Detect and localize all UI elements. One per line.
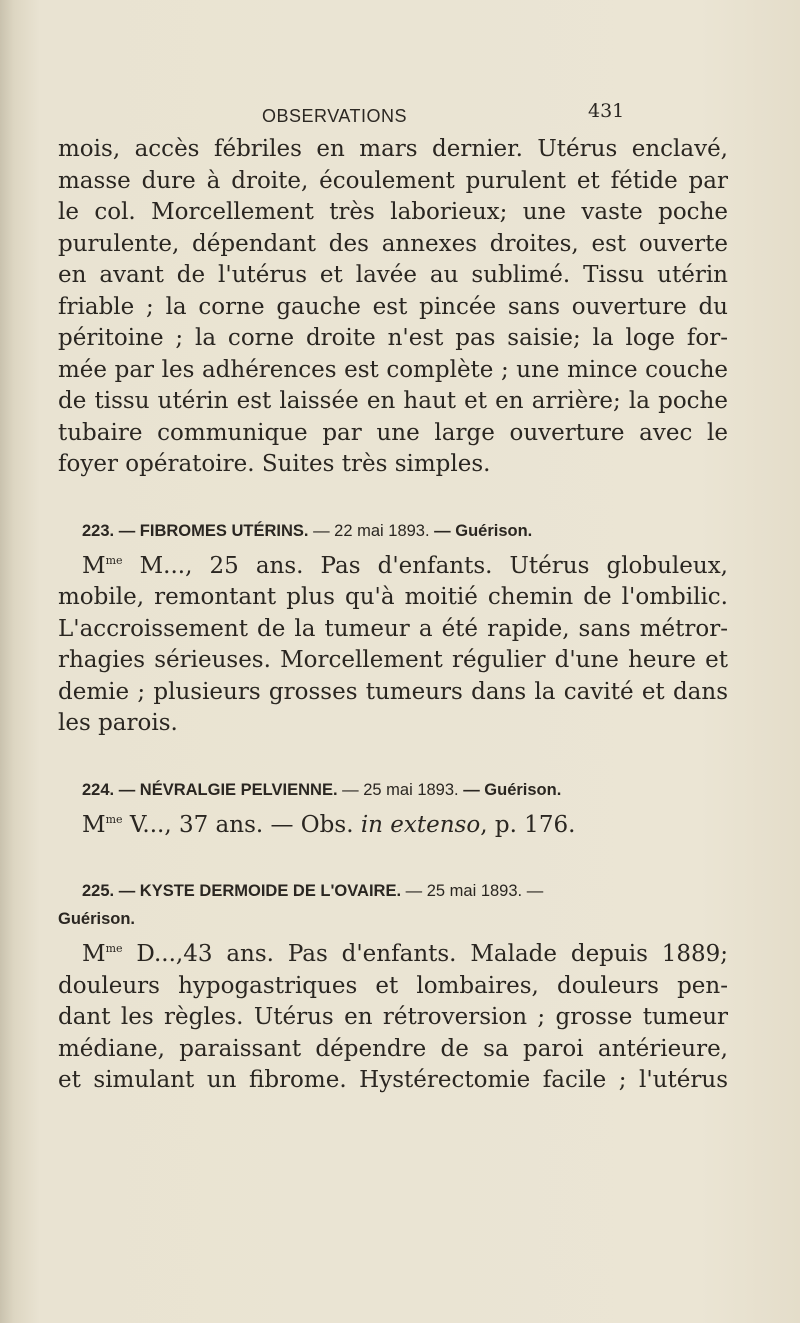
- text-line: tubaire communique par une large ouverture avec le: [58, 419, 728, 446]
- case-heading-225: [58, 877, 728, 905]
- case-paragraph-223: [58, 551, 728, 740]
- running-head: [0, 100, 800, 130]
- text-line: en avant de l'utérus et lavée au sublimé. Tissu utérin: [58, 262, 728, 288]
- text-line: friable ; la corne gauche est pincée sans ouverture du: [58, 293, 728, 320]
- case-number: 225.: [82, 882, 115, 900]
- case-paragraph-225: [58, 939, 728, 1097]
- case-date: — 25 mai 1893.: [342, 780, 459, 799]
- case-date: — 22 mai 1893.: [313, 521, 430, 540]
- text-line: mobile, remontant plus qu'à moitié chemin de l'ombilic.: [58, 584, 728, 610]
- text-line: L'accroissement de la tumeur a été rapide, sans métror-: [58, 615, 728, 642]
- patient-sup: me: [105, 553, 123, 567]
- text-line: le col. Morcellement très laborieux; une vaste poche: [58, 199, 728, 225]
- text-line: foyer opératoire. Suites très simples.: [58, 451, 491, 477]
- text-line: douleurs hypogastriques et lombaires, douleurs pen-: [58, 972, 728, 999]
- line-end: , p. 176.: [480, 811, 576, 838]
- case-date: — 25 mai 1893. —: [405, 882, 544, 900]
- text-line: les parois.: [58, 710, 178, 736]
- case-number: 223.: [82, 521, 115, 540]
- page-number: 431: [588, 100, 625, 122]
- text-line: [58, 810, 728, 842]
- case-heading-223: [58, 517, 728, 545]
- continuation-paragraph: [58, 134, 728, 481]
- patient-abbr: M: [82, 941, 106, 967]
- body-text: [58, 134, 728, 1097]
- running-title: OBSERVATIONS: [262, 106, 408, 126]
- italic-phrase: in extenso: [360, 811, 481, 838]
- line-rest: V..., 37 ans. — Obs.: [122, 811, 361, 838]
- text-line: masse dure à droite, écoulement purulent et fétide par: [58, 167, 728, 194]
- text-line: [58, 939, 728, 971]
- text-line: péritoine ; la corne droite n'est pas saisie; la loge for-: [58, 325, 728, 351]
- case-result: — Guérison.: [434, 521, 533, 540]
- case-title: — NÉVRALGIE PELVIENNE.: [118, 780, 338, 799]
- patient-abbr: M: [82, 552, 106, 579]
- text-line: purulente, dépendant des annexes droites, est ouverte: [58, 230, 728, 257]
- patient-sup: me: [105, 812, 123, 826]
- text-line: médiane, paraissant dépendre de sa paroi antérieure,: [58, 1035, 728, 1062]
- case-heading-225-continued: [58, 905, 728, 933]
- text-line: mois, accès fébriles en mars dernier. Utérus enclavé,: [58, 136, 728, 162]
- line-rest: M..., 25 ans. Pas d'enfants. Utérus globuleux,: [122, 552, 728, 579]
- case-heading-224: [58, 776, 728, 804]
- case-title: — KYSTE DERMOIDE DE L'OVAIRE.: [118, 882, 402, 900]
- case-number: 224.: [82, 780, 115, 799]
- text-line: et simulant un fibrome. Hystérectomie facile ; l'utérus: [58, 1067, 728, 1093]
- case-result: — Guérison.: [463, 780, 562, 799]
- text-line: demie ; plusieurs grosses tumeurs dans la cavité et dans: [58, 678, 728, 705]
- patient-sup: me: [105, 942, 123, 955]
- text-line: dant les règles. Utérus en rétroversion ; grosse tumeur: [58, 1004, 728, 1030]
- case-title: — FIBROMES UTÉRINS.: [118, 521, 309, 540]
- text-line: [58, 551, 728, 583]
- case-paragraph-224: [58, 810, 728, 842]
- text-line: rhagies sérieuses. Morcellement régulier d'une heure et: [58, 647, 728, 673]
- line-rest: D...,43 ans. Pas d'enfants. Malade depuis 1889;: [122, 941, 728, 967]
- patient-abbr: M: [82, 811, 106, 838]
- text-line: mée par les adhérences est complète ; une mince couche: [58, 356, 728, 383]
- text-line: de tissu utérin est laissée en haut et en arrière; la poche: [58, 388, 728, 414]
- case-result: Guérison.: [58, 910, 136, 928]
